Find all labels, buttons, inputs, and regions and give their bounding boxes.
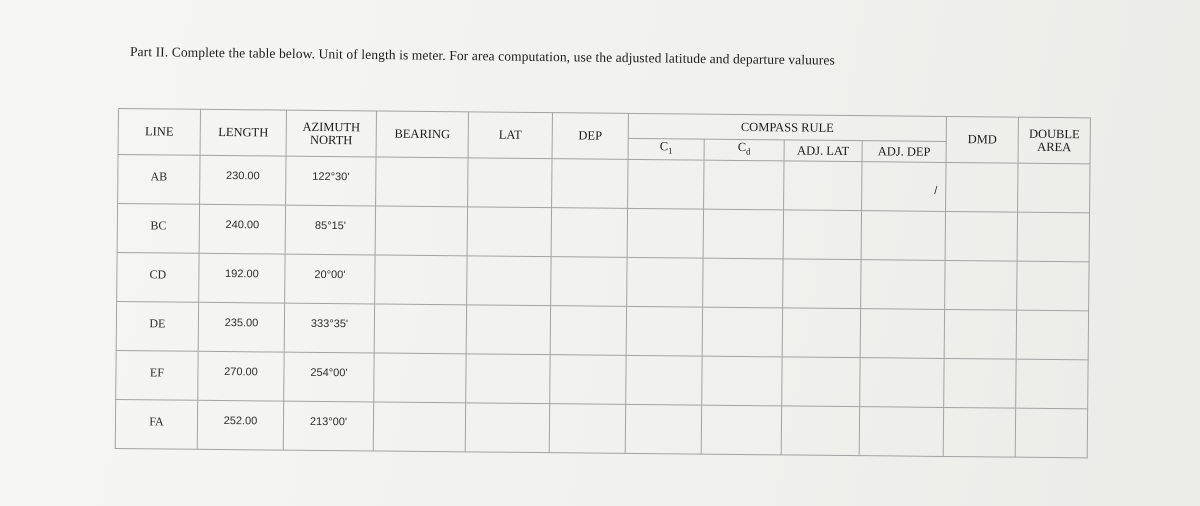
- header-adj-dep: ADJ. DEP: [862, 141, 946, 163]
- cell-lat[interactable]: [466, 354, 550, 404]
- cell-azimuth: 122°30': [286, 156, 376, 206]
- cell-dmd[interactable]: [945, 260, 1017, 310]
- cell-lat[interactable]: [467, 207, 551, 257]
- cell-c1[interactable]: [627, 208, 703, 258]
- cell-line: CD: [117, 252, 199, 302]
- cell-adj-dep[interactable]: [860, 358, 945, 408]
- header-cd: [704, 139, 784, 161]
- cell-dep[interactable]: [550, 306, 626, 356]
- cell-bearing[interactable]: [375, 206, 467, 256]
- cell-c1[interactable]: [628, 159, 704, 209]
- header-azimuth: [286, 110, 376, 157]
- table-row: [115, 399, 1087, 457]
- header-bearing: BEARING: [376, 111, 468, 158]
- cell-dmd[interactable]: [944, 358, 1016, 408]
- header-double-area-line2: AREA: [1037, 139, 1072, 154]
- cell-dmd[interactable]: [944, 309, 1016, 359]
- cell-dmd[interactable]: [946, 162, 1018, 212]
- header-adj-lat: ADJ. LAT: [784, 140, 862, 162]
- header-compass-rule: COMPASS RULE: [628, 113, 946, 141]
- cell-double-area[interactable]: [1016, 359, 1088, 409]
- cell-dep[interactable]: [551, 208, 627, 258]
- cell-adj-lat[interactable]: [783, 259, 861, 309]
- header-double-area: [1018, 117, 1090, 164]
- header-azimuth-line1: AZIMUTH: [302, 119, 361, 134]
- traverse-table: [115, 108, 1091, 458]
- cell-length: 252.00: [197, 400, 283, 450]
- cell-cd[interactable]: [704, 160, 784, 210]
- cell-cd[interactable]: [702, 356, 782, 406]
- header-cd-sub: d: [745, 146, 751, 157]
- cell-adj-lat[interactable]: [781, 406, 859, 456]
- cell-azimuth: 85°15': [285, 205, 375, 255]
- traverse-table-sheet: [115, 108, 1090, 458]
- cell-line: DE: [116, 301, 198, 351]
- header-c1-letter: C: [659, 139, 669, 154]
- cell-double-area[interactable]: [1017, 212, 1089, 262]
- cell-dep[interactable]: [549, 404, 625, 454]
- cell-line: AB: [118, 155, 200, 205]
- cell-bearing[interactable]: [374, 304, 466, 354]
- cell-line: FA: [115, 399, 197, 449]
- cell-double-area[interactable]: [1018, 163, 1090, 213]
- cell-azimuth: 333°35': [284, 303, 374, 353]
- cell-bearing[interactable]: [374, 353, 466, 403]
- header-dmd: DMD: [946, 116, 1018, 163]
- cell-adj-dep[interactable]: [859, 407, 944, 457]
- cell-bearing[interactable]: [373, 402, 465, 452]
- cell-adj-lat[interactable]: [782, 357, 860, 407]
- cell-dep[interactable]: [550, 355, 626, 405]
- cell-adj-lat[interactable]: [783, 210, 861, 260]
- cell-lat[interactable]: [465, 403, 549, 453]
- cell-length: 240.00: [199, 204, 285, 254]
- cell-cd[interactable]: [702, 307, 782, 357]
- cell-c1[interactable]: [625, 404, 701, 454]
- cell-dep[interactable]: [551, 257, 627, 307]
- cell-adj-lat[interactable]: [782, 308, 860, 358]
- cell-c1[interactable]: [626, 306, 702, 356]
- cell-double-area[interactable]: [1016, 310, 1088, 360]
- instruction-text: Part II. Complete the table below. Unit of length is meter. For area computation, use the adjusted latitude and departure valuures: [129, 44, 835, 68]
- cell-adj-dep[interactable]: [861, 260, 946, 310]
- header-c1: [628, 138, 704, 160]
- cell-lat[interactable]: [467, 256, 551, 306]
- header-lat: LAT: [468, 112, 552, 159]
- cell-dep[interactable]: [552, 159, 628, 209]
- header-azimuth-line2: NORTH: [309, 132, 353, 147]
- cell-adj-lat[interactable]: [784, 161, 862, 211]
- pen-mark: /: [934, 184, 938, 197]
- cell-bearing[interactable]: [376, 157, 468, 207]
- cell-double-area[interactable]: [1015, 408, 1087, 458]
- header-line: LINE: [118, 109, 200, 156]
- cell-double-area[interactable]: [1017, 261, 1089, 311]
- header-double-area-line1: DOUBLE: [1028, 126, 1080, 141]
- cell-azimuth: 20°00': [285, 254, 375, 304]
- cell-length: 235.00: [198, 302, 284, 352]
- cell-azimuth: 213°00': [283, 401, 373, 451]
- header-dep: DEP: [552, 113, 628, 160]
- cell-line: EF: [116, 350, 198, 400]
- cell-lat[interactable]: [468, 158, 552, 208]
- cell-adj-dep[interactable]: [861, 211, 946, 261]
- cell-c1[interactable]: [626, 355, 702, 405]
- cell-line: BC: [117, 204, 199, 254]
- cell-cd[interactable]: [701, 405, 781, 455]
- cell-length: 230.00: [200, 155, 286, 205]
- cell-adj-dep[interactable]: [862, 162, 947, 212]
- cell-cd[interactable]: [703, 209, 783, 259]
- cell-dmd[interactable]: [943, 407, 1015, 457]
- cell-length: 270.00: [198, 351, 284, 401]
- cell-dmd[interactable]: [945, 211, 1017, 261]
- header-cd-letter: C: [737, 140, 747, 155]
- cell-c1[interactable]: [627, 257, 703, 307]
- cell-lat[interactable]: [466, 305, 550, 355]
- cell-bearing[interactable]: [375, 255, 467, 305]
- cell-adj-dep[interactable]: [860, 309, 945, 359]
- header-c1-sub: 1: [667, 146, 673, 157]
- cell-cd[interactable]: [703, 258, 783, 308]
- header-length: LENGTH: [200, 109, 286, 156]
- cell-azimuth: 254°00': [284, 352, 374, 402]
- cell-length: 192.00: [199, 253, 285, 303]
